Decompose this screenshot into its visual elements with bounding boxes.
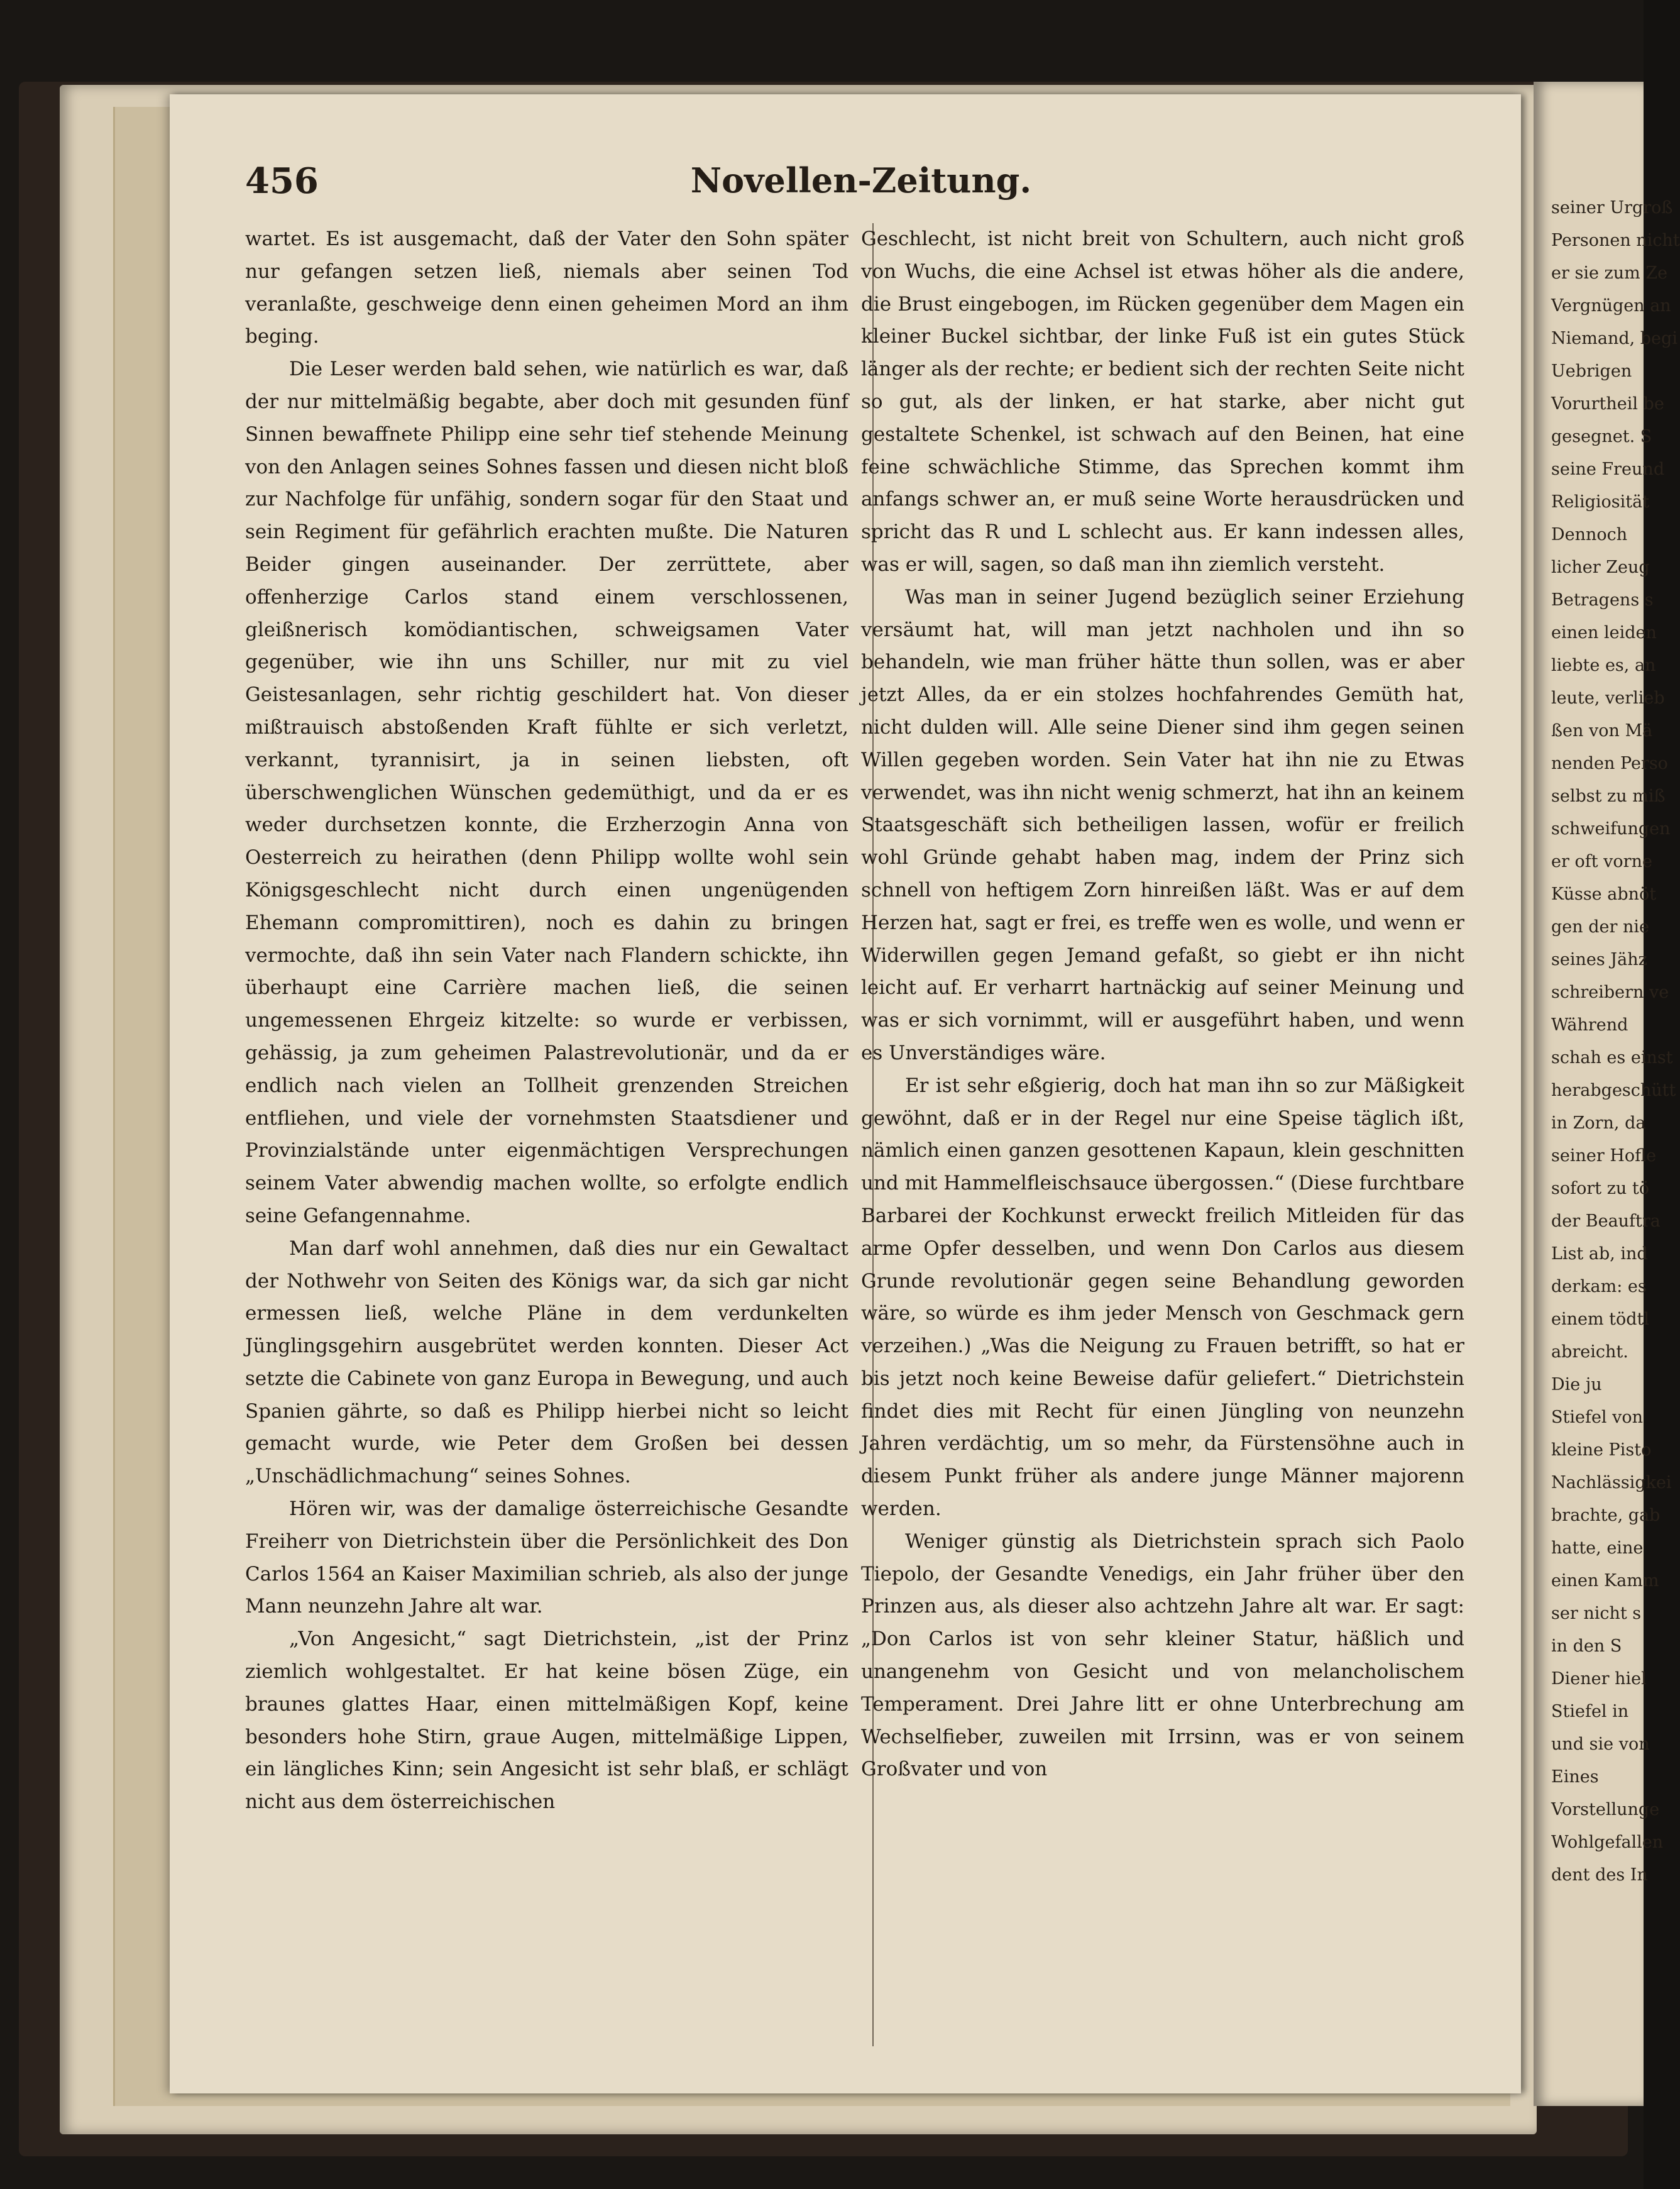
facing-page-text [1534, 192, 1680, 1892]
facing-page-line: Betragens s [1551, 590, 1654, 610]
facing-page-line: Religiosität [1551, 492, 1650, 512]
facing-page-line: herabgeschütt [1551, 1081, 1676, 1100]
facing-page-line: sofort zu tö [1551, 1179, 1650, 1198]
page-header [245, 160, 1477, 217]
facing-page-line: licher Zeug [1551, 558, 1650, 577]
facing-page-line: seine Freund [1551, 460, 1665, 479]
page-number: 456 [245, 160, 319, 202]
facing-page-line: Nachlässigkei [1551, 1473, 1672, 1492]
paragraph: Die Leser werden bald sehen, wie natürlich es war, daß der nur mittelmäßig begabte, aber doch mit gesunden fünf Sinnen bewaffnete Philipp eine sehr tief stehende Meinung von den Anlagen seines Sohnes fassen und diesen nicht bloß zur Nachfolge für unfähig, sondern sogar für den Staat und sein Regiment für gefährlich erachten mußte. Die Naturen Beider gingen auseinander. Der zerrüttete, aber offenherzige Carlos stand einem verschlossenen, gleißnerisch komödiantischen, schweigsamen Vater gegenüber, wie ihn uns Schiller, nur mit zu viel Geistesanlagen, sehr richtig geschildert hat. Von dieser mißtrauisch abstoßenden Kraft fühlte er sich verletzt, verkannt, tyrannisirt, ja in seinen liebsten, oft überschwenglichen Wünschen gedemüthigt, und da er es weder durchsetzen konnte, die Erzherzogin Anna von Oesterreich zu heirathen (denn Philipp wollte wohl sein Königsgeschlecht nicht durch einen ungenügenden Ehemann compromittiren), noch es dahin zu bringen vermochte, daß ihn sein Vater nach Flandern schickte, ihn überhaupt eine Carrière machen ließ, die seinen ungemessenen Ehrgeiz kitzelte: so wurde er verbissen, gehässig, ja zum geheimen Palastrevolutionär, und da er endlich nach vielen an Tollheit grenzenden Streichen entfliehen, und viele der vornehmsten Staatsdiener und Provinzialstände unter eigenmächtigen Versprechungen seinem Vater abwendig machen wollte, so erfolgte endlich seine Gefangennahme. [245, 358, 848, 1227]
facing-page-line: List ab, ind [1551, 1244, 1648, 1264]
facing-page-line: Während [1551, 1015, 1628, 1035]
facing-page-line: in Zorn, da [1551, 1113, 1646, 1133]
facing-page-line: liebte es, an [1551, 656, 1656, 675]
facing-page-line: Vorurtheil be [1551, 394, 1664, 414]
facing-page-line: schreibern ve [1551, 983, 1669, 1002]
facing-page-line: seiner Urgroß [1551, 198, 1673, 218]
paragraph: wartet. Es ist ausgemacht, daß der Vater den Sohn später nur gefangen setzen ließ, niemals aber seinen Tod veranlaßte, geschweige denn einen geheimen Mord an ihm beging. [245, 228, 848, 348]
facing-page-line: ßen von Mä [1551, 721, 1653, 741]
facing-page-line: Vorstellunge [1551, 1800, 1660, 1819]
facing-page-line: gen der nie [1551, 917, 1649, 937]
facing-page-line: nenden Perso [1551, 754, 1668, 773]
facing-page-line: schweifungen [1551, 819, 1671, 839]
facing-page-line: der Beauftra [1551, 1211, 1661, 1231]
facing-page-line: er oft vorne [1551, 852, 1652, 871]
facing-page-line: Dennoch [1551, 525, 1628, 544]
facing-page-line: Niemand, begi [1551, 329, 1677, 348]
facing-page-line: Stiefel von [1551, 1408, 1644, 1427]
running-title: Novellen-Zeitung. [690, 160, 1032, 201]
paragraph: Geschlecht, ist nicht breit von Schultern, auch nicht groß von Wuchs, die eine Achsel ist etwas höher als die andere, die Brust eingebogen, im Rücken gegenüber dem Magen ein kleiner Buckel sichtbar, der linke Fuß ist ein gutes Stück länger als der rechte; er bedient sich der rechten Seite nicht so gut, als der linken, er hat starke, aber nicht gut gestaltete Schenkel, ist schwach auf den Beinen, hat eine feine schwächliche Stimme, das Sprechen kommt ihm anfangs schwer an, er muß seine Worte herausdrücken und spricht das R und L schlecht aus. Er kann indessen alles, was er will, sagen, so daß man ihn ziemlich versteht. [861, 228, 1464, 576]
paragraph: Was man in seiner Jugend bezüglich seiner Erziehung versäumt hat, will man jetzt nachholen und ihn so behandeln, wie man früher hätte thun sollen, was er aber jetzt Alles, da er ein stolzes hochfahrendes Gemüth hat, nicht dulden will. Alle seine Diener sind ihm gegen seinen Willen gegeben worden. Sein Vater hat ihn nie zu Etwas verwendet, was ihn nicht wenig schmerzt, hat ihn an keinem Staatsgeschäft sich betheiligen lassen, wofür er freilich wohl Gründe gehabt haben mag, indem der Prinz sich schnell von heftigem Zorn hinreißen läßt. Was er auf dem Herzen hat, sagt er frei, es treffe wen es wolle, und wenn er Widerwillen gegen Jemand gefaßt, so giebt er ihn nicht leicht auf. Er verharrt hartnäckig auf seiner Meinung und was er sich vornimmt, will er ausgeführt haben, und wenn es Unverständiges wäre. [861, 585, 1464, 1064]
left-text-column [245, 223, 848, 1819]
facing-page-line: und sie von [1551, 1734, 1650, 1754]
facing-page-line: abreicht. [1551, 1342, 1628, 1362]
paragraph: Hören wir, was der damalige österreichische Gesandte Freiherr von Dietrichstein über die Persönlichkeit des Don Carlos 1564 an Kaiser Maximilian schrieb, als also der junge Mann neunzehn Jahre alt war. [245, 1497, 848, 1618]
facing-page-line: er sie zum Ze [1551, 263, 1668, 283]
facing-page-line: kleine Pisto [1551, 1440, 1652, 1460]
paragraph: „Von Angesicht,“ sagt Dietrichstein, „ist der Prinz ziemlich wohlgestaltet. Er hat keine bösen Züge, ein braunes glattes Haar, einen mittelmäßigen Kopf, keine besonders hohe Stirn, graue Augen, mittelmäßige Lippen, ein längliches Kinn; sein Angesicht ist sehr blaß, er schlägt nicht aus dem österreichischen [245, 1628, 848, 1814]
facing-page-line: einen Kamm [1551, 1571, 1659, 1591]
paragraph: Er ist sehr eßgierig, doch hat man ihn so zur Mäßigkeit gewöhnt, daß er in der Regel nur eine Speise täglich ißt, nämlich einen ganzen gesottenen Kapaun, klein geschnitten und mit Hammelfleischsauce übergossen.“ (Diese furchtbare Barbarei der Kochkunst erweckt freilich Mitleiden für das arme Opfer desselben, und wenn Don Carlos aus diesem Grunde revolutionär gegen seine Behandlung geworden wäre, so würde es ihm jeder Mensch von Geschmack gern verzeihen.) „Was die Neigung zu Frauen betrifft, so hat er bis jetzt noch keine Beweise dafür geliefert.“ Dietrichstein findet dies mit Recht für einen Jüngling von neunzehn Jahren verdächtig, um so mehr, da Fürstensöhne auch in diesem Punkt früher als andere junge Männer majorenn werden. [861, 1074, 1464, 1521]
facing-page-line: Uebrigen [1551, 361, 1632, 381]
facing-page-line: Diener hiel [1551, 1669, 1647, 1689]
facing-page-line: seiner Hofle [1551, 1146, 1657, 1166]
facing-page-line: leute, verlieb [1551, 688, 1665, 708]
facing-page-line: Wohlgefallen [1551, 1833, 1664, 1852]
facing-page-line: ser nicht s [1551, 1604, 1642, 1623]
facing-page-line: hatte, eine [1551, 1538, 1644, 1558]
facing-page-line: einen leiden [1551, 623, 1657, 642]
paragraph: Man darf wohl annehmen, daß dies nur ein Gewaltact der Nothwehr von Seiten des Königs war, da sich gar nicht ermessen ließ, welche Pläne in dem verdunkelten Jünglingsgehirn ausgebrütet werden konnten. Dieser Act setzte die Cabinete von ganz Europa in Bewegung, und auch Spanien gährte, so daß es Philipp hierbei nicht so leicht gemacht wurde, wie Peter dem Großen bei dessen „Unschädlichmachung“ seines Sohnes. [245, 1237, 848, 1488]
facing-page-line: dent des In [1551, 1865, 1648, 1885]
paragraph: Weniger günstig als Dietrichstein sprach sich Paolo Tiepolo, der Gesandte Venedigs, ein Jahr früher über den Prinzen aus, als dieser also achtzehn Jahre alt war. Er sagt: „Don Carlos ist von sehr kleiner Statur, häßlich und unangenehm von Gesicht und von melancholischem Temperament. Drei Jahre litt er ohne Unterbrechung am Wechselfieber, zuweilen mit Irrsinn, was er von seinem Großvater und von [861, 1530, 1464, 1781]
right-text-column [861, 223, 1464, 1786]
facing-page-line: selbst zu miß [1551, 786, 1666, 806]
facing-page-line: Eines [1551, 1767, 1599, 1787]
facing-page-line: Küsse abnöt [1551, 885, 1657, 904]
facing-page-line: Stiefel in [1551, 1702, 1629, 1721]
facing-page-line: gesegnet. S [1551, 427, 1652, 446]
facing-page [1534, 82, 1680, 2106]
facing-page-line: Vergnügen an [1551, 296, 1671, 316]
left-page [170, 94, 1521, 2093]
facing-page-line: schah es einst [1551, 1048, 1673, 1067]
facing-page-line: Die ju [1551, 1375, 1602, 1394]
facing-page-line: einem tödtl [1551, 1310, 1650, 1329]
facing-page-line: in den S [1551, 1636, 1622, 1656]
facing-page-line: brachte, gab [1551, 1506, 1661, 1525]
facing-page-line: seines Jähz [1551, 950, 1647, 969]
facing-page-line: Personen nicht [1551, 231, 1680, 250]
facing-page-line: derkam: es [1551, 1277, 1647, 1296]
